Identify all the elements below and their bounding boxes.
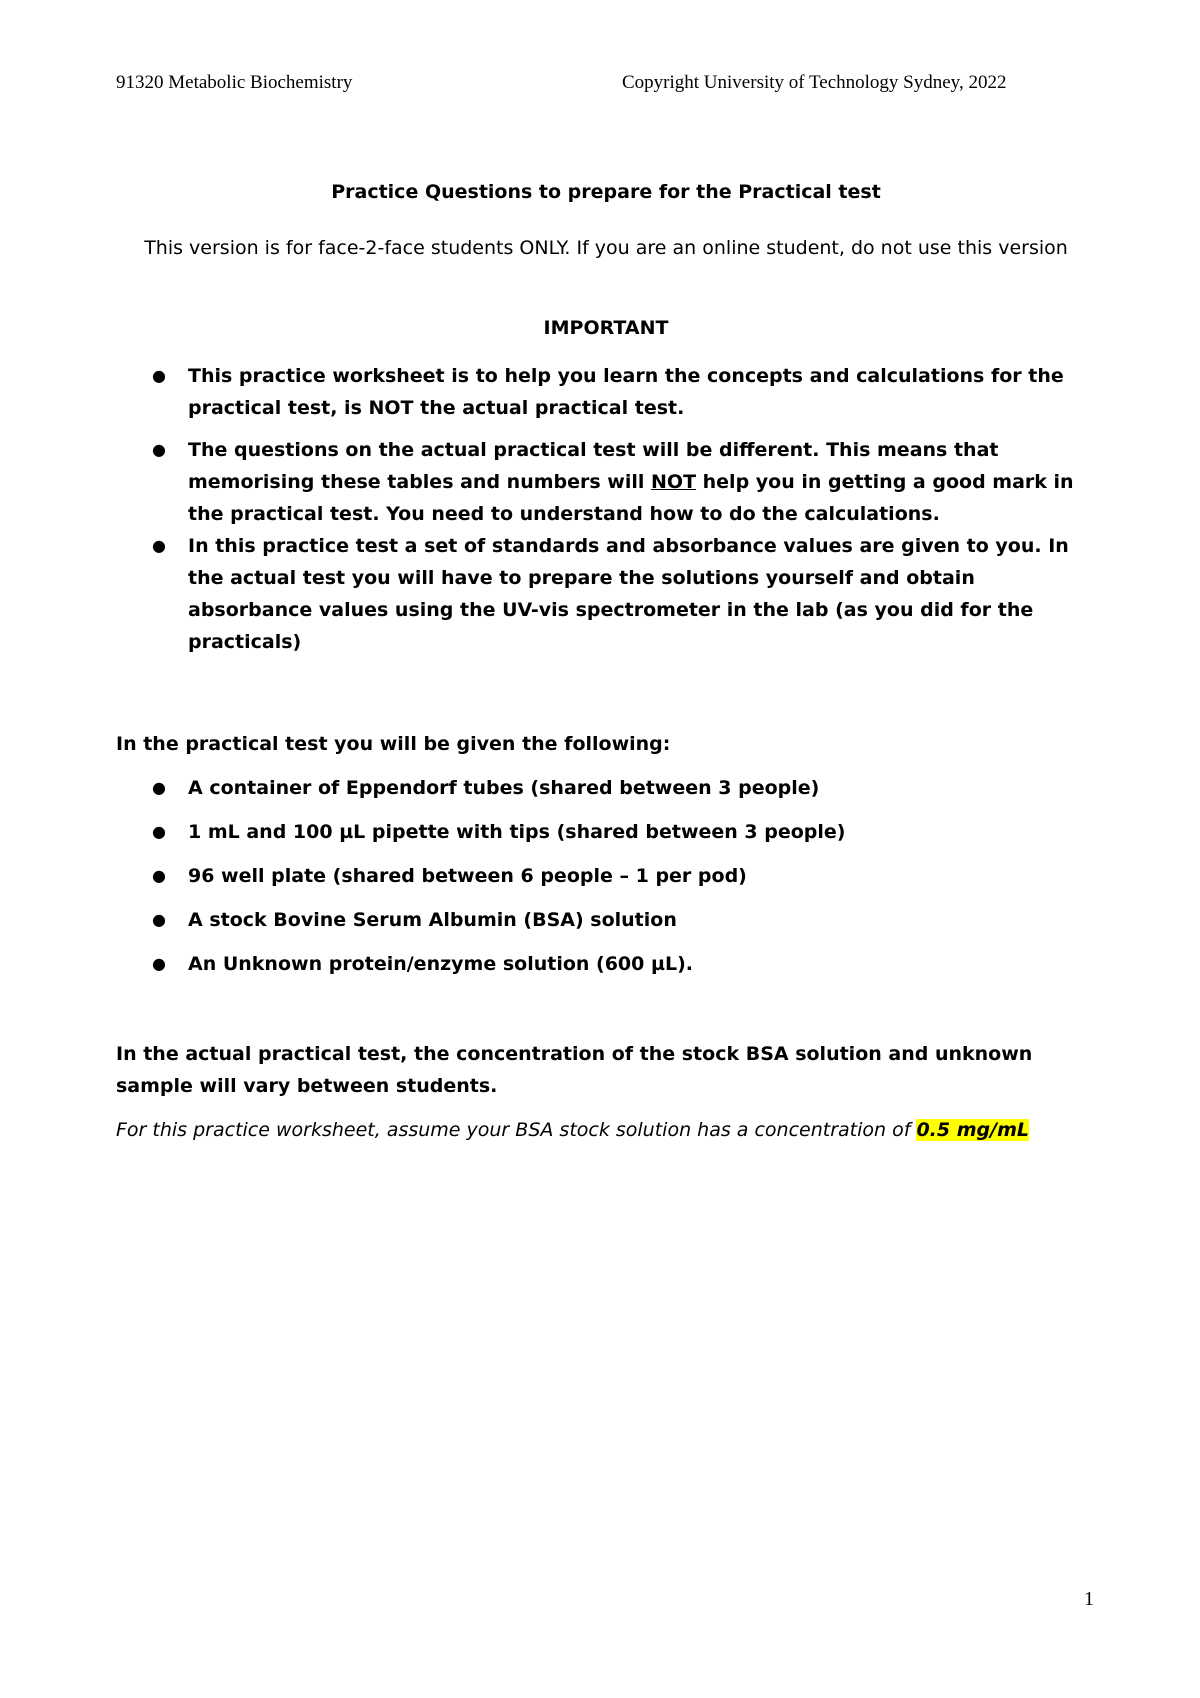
- list-item: [116, 530, 1096, 658]
- header-copyright: Copyright University of Technology Sydney, 2022: [622, 72, 1007, 93]
- page-number: 1: [1084, 1588, 1094, 1610]
- important-heading: IMPORTANT: [543, 317, 669, 339]
- list-item: [116, 772, 1096, 804]
- bullet-icon: ●: [152, 366, 166, 385]
- assumption-text: For this practice worksheet, assume your BSA stock solution has a concentration of: [116, 1119, 917, 1141]
- important-item-text: This practice worksheet is to help you learn the concepts and calculations for the practical test, is NOT the actual practical test.: [188, 365, 1064, 419]
- bullet-icon: ●: [152, 536, 166, 555]
- given-item-text: A container of Eppendorf tubes (shared between 3 people): [188, 777, 820, 799]
- list-item: [116, 860, 1096, 892]
- bullet-icon: ●: [152, 954, 166, 973]
- highlighted-concentration: 0.5 mg/mL: [916, 1119, 1029, 1141]
- given-item-text: 96 well plate (shared between 6 people – 1 per pod): [188, 865, 747, 887]
- list-item: [116, 434, 1096, 530]
- given-item-text: A stock Bovine Serum Albumin (BSA) solution: [188, 909, 677, 931]
- given-list: [116, 772, 1096, 980]
- bullet-icon: ●: [152, 910, 166, 929]
- assumption-note: [116, 1114, 1096, 1146]
- bullet-icon: ●: [152, 440, 166, 459]
- bullet-icon: ●: [152, 822, 166, 841]
- concentration-vary-note: In the actual practical test, the concentration of the stock BSA solution and unknown sample will vary between students.: [116, 1043, 1033, 1097]
- list-item: [116, 816, 1096, 848]
- header-course-title: 91320 Metabolic Biochemistry: [116, 72, 353, 93]
- bullet-icon: ●: [152, 866, 166, 885]
- given-item-text: 1 mL and 100 µL pipette with tips (shared between 3 people): [188, 821, 846, 843]
- given-item-text: An Unknown protein/enzyme solution (600 µL).: [188, 953, 693, 975]
- document-body: [116, 176, 1096, 1146]
- list-item: [116, 904, 1096, 936]
- list-item: [116, 360, 1096, 424]
- important-item-text: In this practice test a set of standards and absorbance values are given to you. In the actual test you will have to prepare the solutions yourself and obtain absorbance values using the UV-vis spectrometer in the lab (as you did for the practicals): [188, 535, 1069, 653]
- important-item-text-before: The questions on the actual practical test will be different. This means that memorising these tables and numbers will: [188, 439, 999, 493]
- underlined-not: NOT: [651, 471, 697, 493]
- important-item-text-after: help you in getting a good mark in the practical test. You need to understand how to do the calculations.: [188, 471, 1074, 525]
- version-notice: This version is for face-2-face students ONLY. If you are an online student, do not use this version: [144, 237, 1068, 259]
- important-list: [116, 360, 1096, 658]
- bullet-icon: ●: [152, 778, 166, 797]
- page-title: Practice Questions to prepare for the Practical test: [331, 181, 881, 203]
- list-item: [116, 948, 1096, 980]
- given-intro: In the practical test you will be given the following:: [116, 733, 671, 755]
